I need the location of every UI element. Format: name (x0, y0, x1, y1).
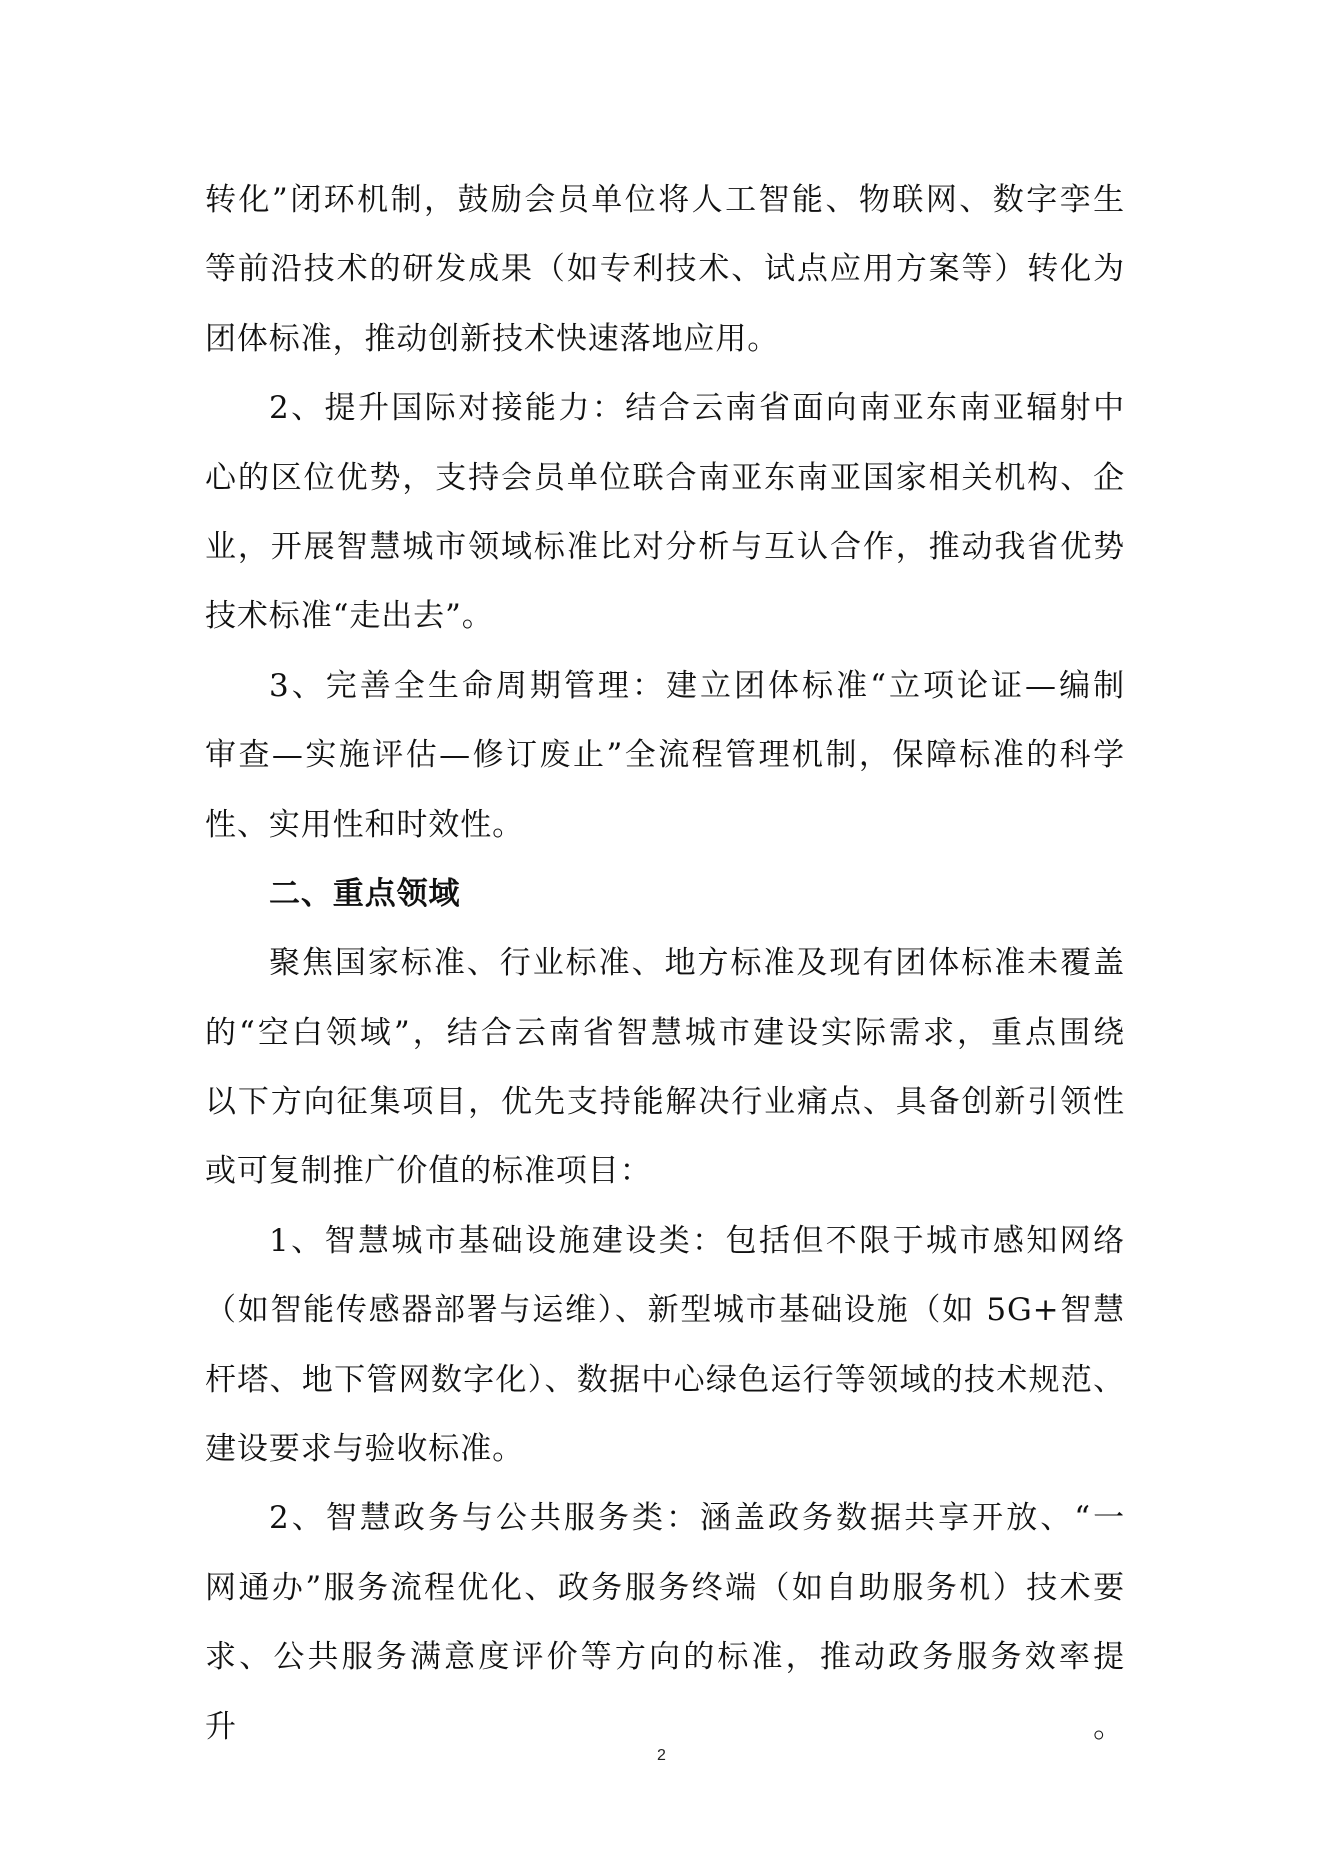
section-heading: 二、重点领域 (269, 875, 461, 912)
body-text (205, 166, 1125, 1745)
paragraph-line: 等前沿技术的研发成果（如专利技术、试点应用方案等）转化为 (205, 251, 1125, 288)
paragraph-line: 网通办”服务流程优化、政务服务终端（如自助服务机）技术要 (205, 1569, 1125, 1606)
paragraph-line: 聚焦国家标准、行业标准、地方标准及现有团体标准未覆盖 (269, 945, 1125, 982)
paragraph-line: 业，开展智慧城市领域标准比对分析与互认合作，推动我省优势 (205, 528, 1125, 565)
page-number: 2 (657, 1747, 666, 1764)
paragraph-line: 2、智慧政务与公共服务类：涵盖政务数据共享开放、“一 (269, 1500, 1125, 1537)
paragraph-line: 1、智慧城市基础设施建设类：包括但不限于城市感知网络 (269, 1222, 1125, 1259)
paragraph-line: 杆塔、地下管网数字化）、数据中心绿色运行等领域的技术规范、 (205, 1361, 1125, 1398)
paragraph-line: 或可复制推广价值的标准项目： (205, 1153, 652, 1190)
paragraph-line: 2、提升国际对接能力：结合云南省面向南亚东南亚辐射中 (269, 390, 1125, 427)
paragraph-line: 审查—实施评估—修订废止”全流程管理机制，保障标准的科学 (205, 737, 1125, 774)
paragraph-line: 性、实用性和时效性。 (205, 806, 524, 843)
paragraph-line: 技术标准“走出去”。 (205, 598, 494, 635)
paragraph-line: 团体标准，推动创新技术快速落地应用。 (205, 320, 780, 357)
paragraph-line: 转化”闭环机制，鼓励会员单位将人工智能、物联网、数字孪生 (205, 182, 1125, 218)
paragraph-line: 以下方向征集项目，优先支持能解决行业痛点、具备创新引领性 (205, 1084, 1125, 1121)
paragraph-line: 3、完善全生命周期管理：建立团体标准“立项论证—编制 (269, 667, 1125, 704)
paragraph-line: 的“空白领域”，结合云南省智慧城市建设实际需求，重点围绕 (205, 1014, 1125, 1051)
paragraph-line: （如智能传感器部署与运维）、新型城市基础设施（如 5G+智慧 (205, 1292, 1125, 1329)
paragraph-line: 求、公共服务满意度评价等方向的标准，推动政务服务效率提升。 (205, 1639, 1125, 1745)
paragraph-line: 建设要求与验收标准。 (205, 1431, 524, 1468)
paragraph-line: 心的区位优势，支持会员单位联合南亚东南亚国家相关机构、企 (205, 459, 1125, 496)
